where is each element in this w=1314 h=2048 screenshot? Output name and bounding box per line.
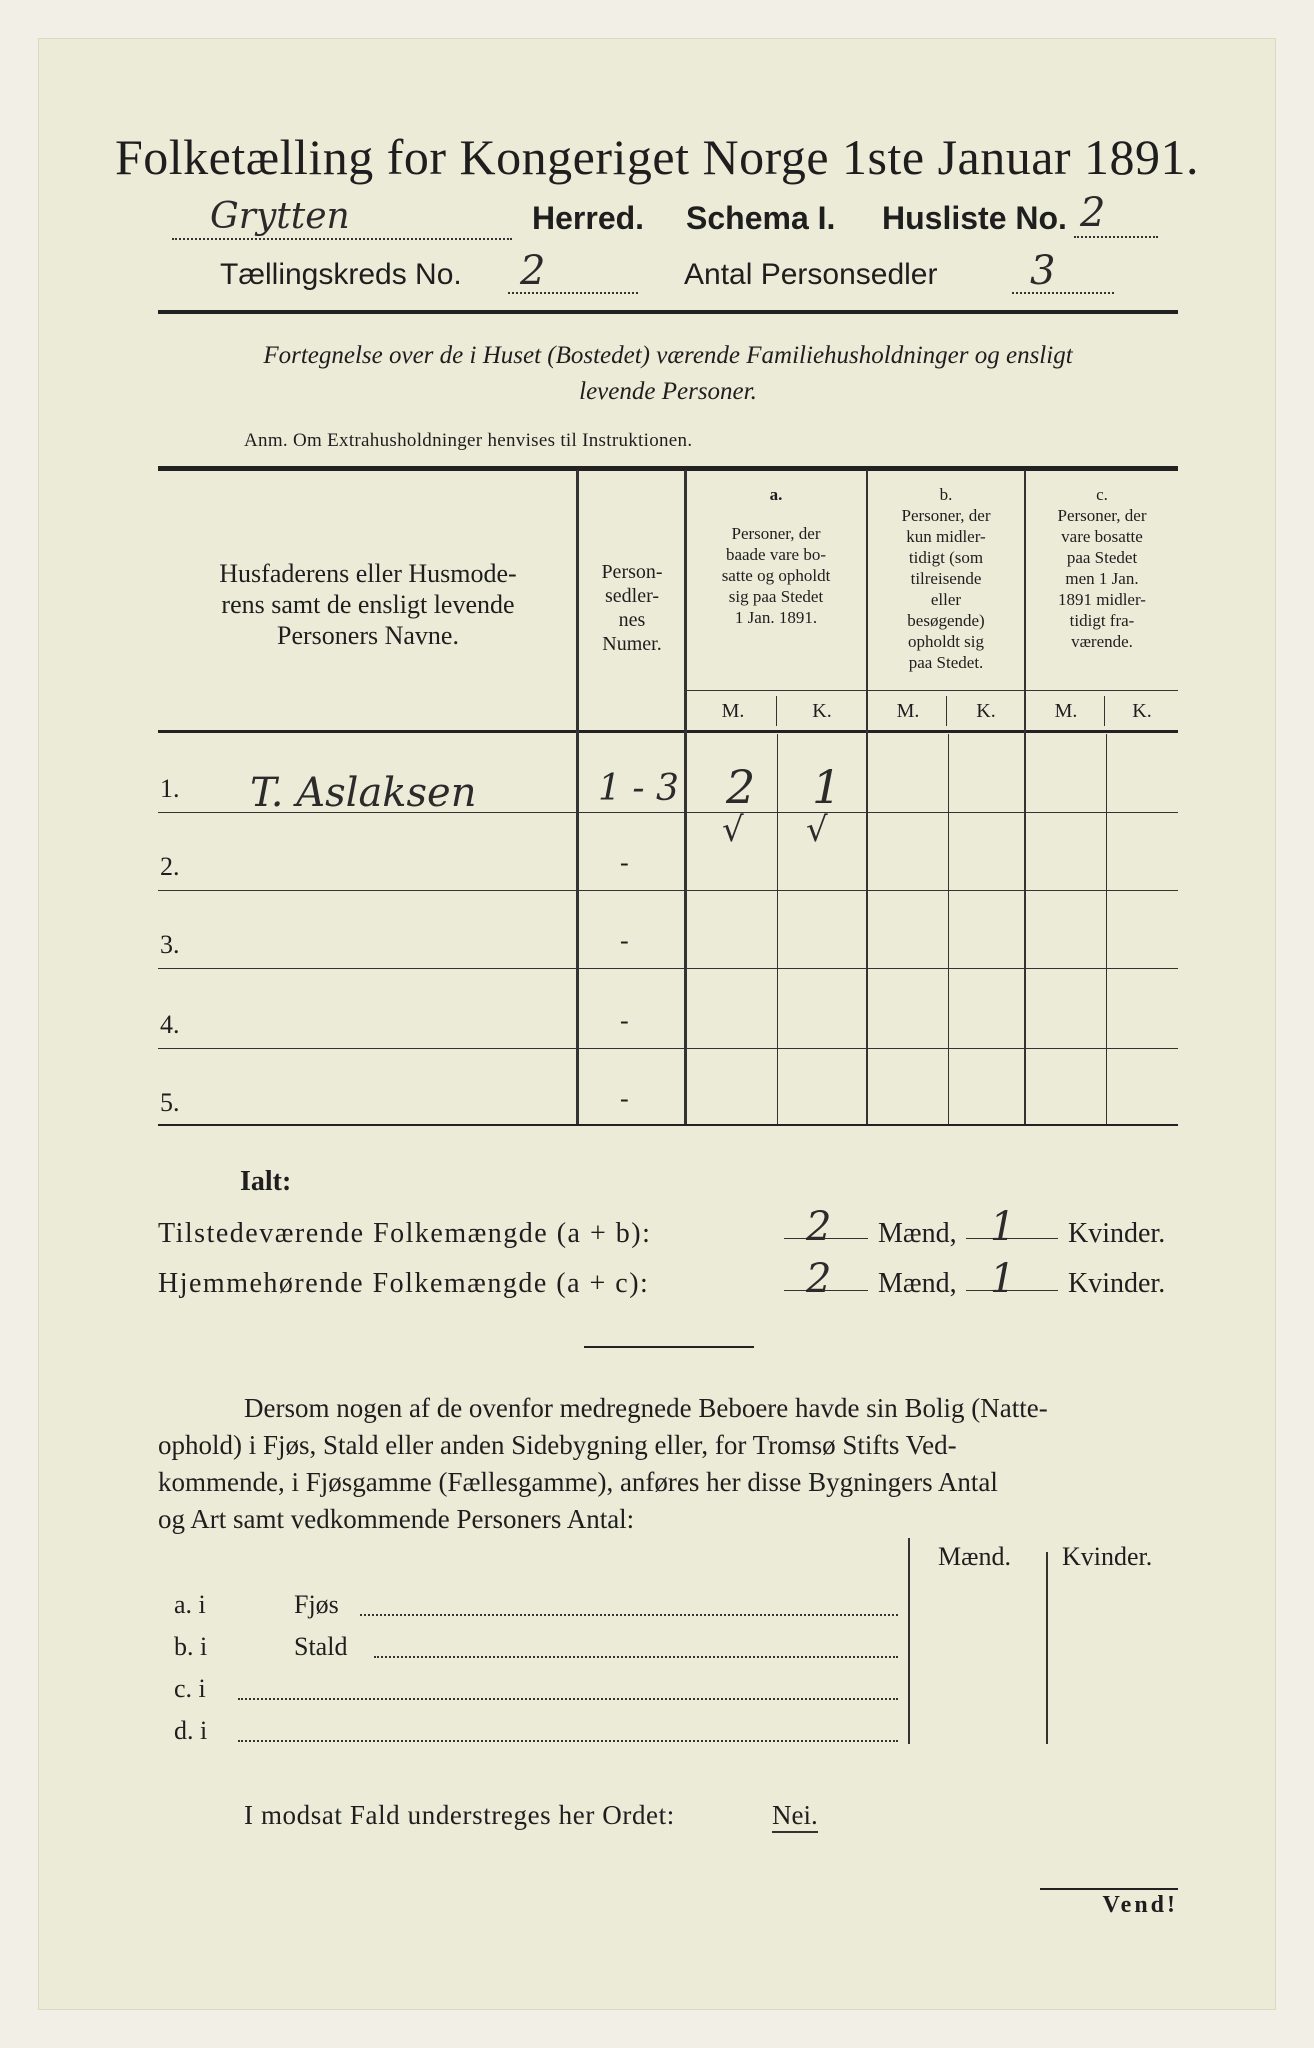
antal-field (1012, 248, 1114, 294)
bolig-col-divider (1046, 1552, 1048, 1744)
intro-line-1: Fortegnelse over de i Huset (Bostedet) værende Familiehusholdninger og ensligt (263, 342, 1073, 369)
row-numer: - (620, 1006, 629, 1035)
col-header-a: a. Personer, der baade vare bo- satte og opholdt sig paa Stedet 1 Jan. 1891. (721, 485, 831, 627)
bolig-col-divider (908, 1538, 910, 1744)
bolig-col-kvinder: Kvinder. (1062, 1542, 1153, 1571)
kvinder-label: Kvinder. (1068, 1268, 1166, 1299)
row-number: 4. (160, 1010, 180, 1039)
kvinder-label: Kvinder. (1068, 1218, 1166, 1249)
intro-line-2: levende Personer. (579, 378, 757, 405)
modsat-text: I modsat Fald understreges her Ordet: (244, 1800, 675, 1830)
mk-label: K. (1132, 700, 1152, 722)
husliste-label: Husliste No. (882, 200, 1067, 236)
row-number: 5. (160, 1088, 180, 1117)
row-line (158, 1048, 576, 1049)
col-divider (684, 470, 687, 1124)
col-header-b: b. Personer, der kun midler- tidigt (som tilreisende eller besøgende) opholdt sig paa Stedet. (901, 485, 991, 672)
section-divider (584, 1346, 754, 1348)
mk-rule (686, 690, 1178, 691)
hjemme-m-value: 2 (806, 1256, 832, 1302)
herred-label: Herred. (532, 200, 645, 236)
col-header-names: Husfaderens eller Husmode- rens samt de ensligt levende Personers Navne. (219, 559, 517, 650)
form-title: Folketælling for Kongeriget Norge 1ste Januar 1891. (114, 129, 1200, 185)
col-divider (576, 470, 579, 1124)
tilstede-m-value: 2 (806, 1204, 832, 1250)
bolig-dotted-line (238, 1730, 898, 1742)
row-line (158, 890, 576, 891)
col-divider (777, 734, 778, 1124)
bolig-letter: b. i (174, 1632, 208, 1661)
maend-label: Mænd, (878, 1218, 957, 1249)
row-numer: - (620, 1084, 629, 1113)
vend-label: Vend! (1102, 1892, 1178, 1918)
bolig-dotted-line (238, 1688, 898, 1700)
bolig-label: Fjøs (294, 1590, 339, 1619)
row-numer: 1 - 3 (598, 768, 679, 809)
table-bottom-rule (158, 1124, 1178, 1126)
herred-field (172, 196, 512, 240)
bolig-dotted-line (360, 1604, 898, 1616)
nei-word: Nei. (772, 1800, 818, 1833)
row-line (578, 968, 1178, 969)
mk-label: K. (812, 700, 832, 722)
row-line (578, 890, 1178, 891)
ialt-label: Ialt: (240, 1166, 292, 1197)
bolig-letter: c. i (174, 1674, 206, 1703)
schema-label: Schema I. (686, 200, 836, 236)
row-line (578, 1048, 1178, 1049)
hjemme-k-value: 1 (990, 1256, 1016, 1302)
check-mark-icon: √ (722, 810, 744, 850)
census-form-sheet (38, 38, 1276, 2010)
antal-label: Antal Personsedler (684, 258, 938, 291)
row-numer: - (620, 926, 629, 955)
row-number: 2. (160, 852, 180, 881)
husliste-value: 2 (1080, 190, 1106, 236)
row-number: 1. (160, 774, 180, 803)
antal-value: 3 (1030, 248, 1056, 294)
mk-label: K. (976, 700, 996, 722)
row-numer: - (620, 848, 629, 877)
bolig-dotted-line (374, 1646, 898, 1658)
col-divider (1106, 734, 1107, 1124)
col-divider (948, 734, 949, 1124)
kreds-label: Tællingskreds No. (220, 258, 462, 291)
bolig-label: Stald (294, 1632, 348, 1661)
header-divider (158, 310, 1178, 314)
mk-label: M. (721, 700, 745, 722)
bolig-letter: a. i (174, 1590, 206, 1619)
bolig-letter: d. i (174, 1716, 208, 1745)
mk-label: M. (1054, 700, 1078, 722)
row-a-k: 1 (812, 760, 842, 814)
herred-value: Grytten (210, 196, 350, 237)
row-number: 3. (160, 930, 180, 959)
kreds-value: 2 (520, 248, 546, 294)
vend-rule (1040, 1888, 1178, 1890)
row-name: T. Aslaksen (250, 770, 477, 816)
col-header-c: c. Personer, der vare bosatte paa Stedet men 1 Jan. 1891 midler- tidigt fra- værende. (1057, 485, 1147, 651)
kreds-field (508, 248, 638, 294)
col-header-numer: Person- sedler- nes Numer. (601, 561, 663, 655)
hjemme-label: Hjemmehørende Folkemængde (a + c): (158, 1268, 650, 1299)
row-a-m: 2 (726, 760, 756, 814)
row-line (158, 968, 576, 969)
check-mark-icon: √ (806, 810, 828, 850)
tilstede-k-value: 1 (990, 1204, 1016, 1250)
bolig-paragraph: Dersom nogen af de ovenfor medregnede Beboere havde sin Bolig (Natte- ophold) i Fjøs, Stald eller anden Sidebygning eller, for Tromsø Stifts Ved- kommende, i Fjøsgamme (Fællesgamme), anføres her disse Bygningers Antal og Art samt vedkommende Personers Antal: (158, 1393, 1048, 1534)
row-line (578, 812, 1178, 813)
anm-note: Anm. Om Extrahusholdninger henvises til Instruktionen. (244, 430, 693, 451)
mk-label: M. (896, 700, 920, 722)
husliste-field (1074, 190, 1158, 238)
intro-text (158, 338, 1178, 410)
maend-label: Mænd, (878, 1268, 957, 1299)
bolig-col-maend: Mænd. (938, 1542, 1011, 1571)
tilstede-label: Tilstedeværende Folkemængde (a + b): (158, 1218, 652, 1249)
